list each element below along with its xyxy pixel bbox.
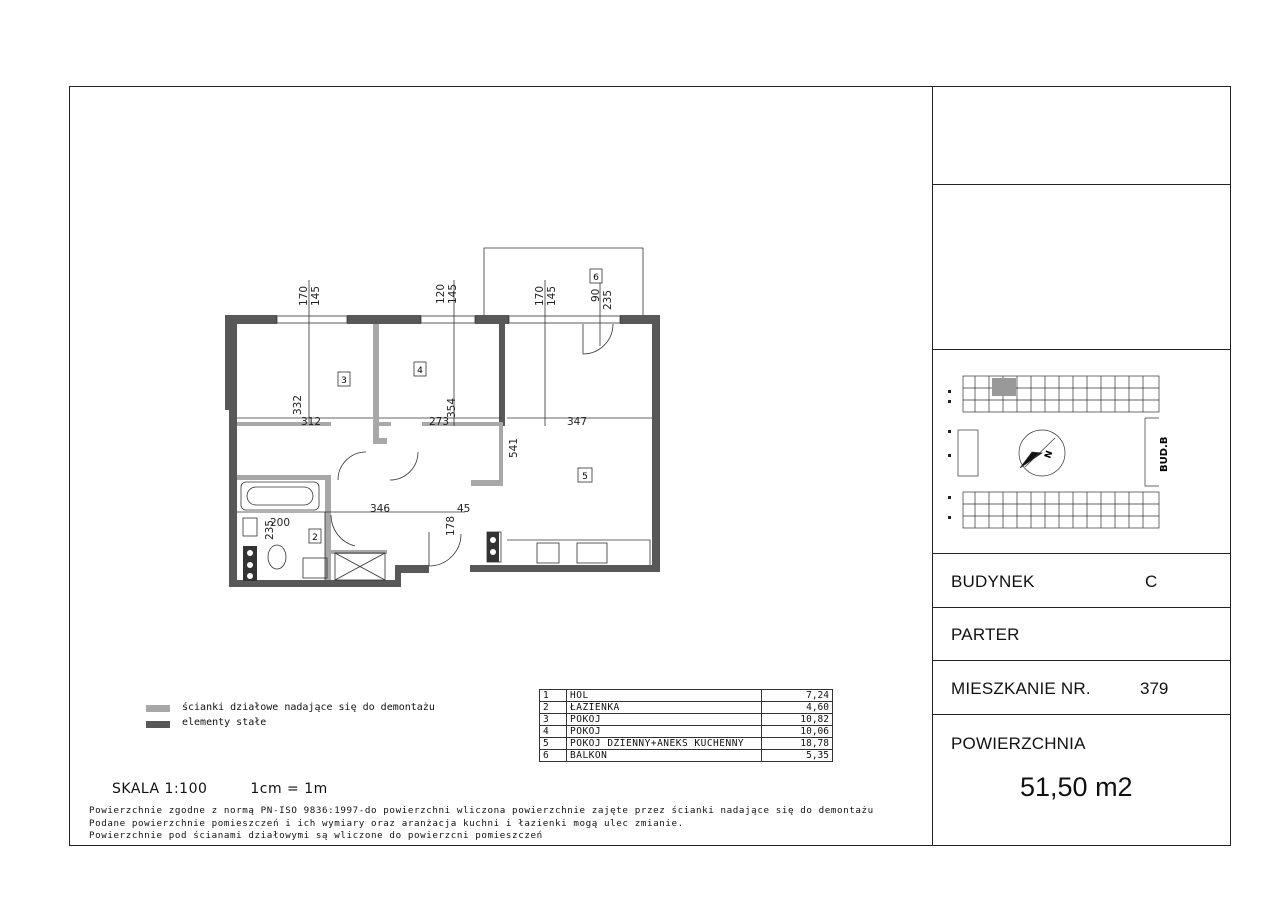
floor-label: PARTER [951, 625, 1020, 644]
room-name-cell: HOL [567, 690, 762, 702]
room-area-cell: 10,06 [762, 726, 833, 738]
dim-label: 90 [590, 288, 602, 302]
room-no-cell: 4 [540, 726, 567, 738]
room-name-cell: BALKON [567, 750, 762, 762]
floor-plan [225, 240, 665, 592]
dim-label: 312 [301, 416, 322, 428]
dim-label: 235 [602, 289, 614, 310]
room-area-cell: 10,82 [762, 714, 833, 726]
room-row [540, 690, 833, 702]
room-row [540, 714, 833, 726]
room-no-cell: 3 [540, 714, 567, 726]
area-label: POWIERZCHNIA [951, 734, 1086, 753]
room-row [540, 750, 833, 762]
room-tag-6: 6 [593, 273, 599, 283]
room-tag-2: 2 [312, 533, 318, 543]
title-block-divider [932, 349, 1231, 350]
title-block-divider [932, 553, 1231, 554]
notes [89, 805, 874, 843]
apartment-label: MIESZKANIE NR. [951, 679, 1091, 698]
room-name-cell: ŁAZIENKA [567, 702, 762, 714]
dim-label: 273 [429, 416, 450, 428]
dim-label: 541 [508, 437, 520, 458]
title-block-divider [932, 607, 1231, 608]
dim-label: 332 [292, 394, 304, 415]
legend-label-demountable: ścianki działowe nadające się do demontażu [182, 702, 435, 713]
dim-label: 145 [310, 285, 322, 306]
room-area-cell: 18,78 [762, 738, 833, 750]
room-tag-4: 4 [417, 366, 423, 376]
dim-label: 170 [534, 285, 546, 306]
site-plan-building-label: BUD.B [1159, 436, 1170, 472]
room-tag-5: 5 [582, 472, 588, 482]
dim-label: 45 [457, 503, 471, 515]
room-no-cell: 1 [540, 690, 567, 702]
legend-label-fixed: elementy stałe [182, 717, 267, 728]
room-area-cell: 5,35 [762, 750, 833, 762]
scale-ratio: SKALA 1:100 [112, 781, 208, 797]
title-block-divider [932, 714, 1231, 715]
apartment-value: 379 [1140, 679, 1169, 698]
room-row [540, 738, 833, 750]
dim-label: 235 [264, 519, 276, 540]
room-table [539, 689, 833, 762]
title-block-divider [932, 660, 1231, 661]
dim-label: 354 [446, 397, 458, 418]
room-row [540, 702, 833, 714]
dim-label: 120 [435, 283, 447, 304]
site-plan [945, 368, 1175, 538]
legend-swatch-fixed [146, 721, 170, 728]
dim-label: 178 [445, 515, 457, 536]
room-no-cell: 2 [540, 702, 567, 714]
note-line: Powierzchnie zgodne z normą PN-ISO 9836:1997-do powierzchni wliczona powierzchnie zajęte przez ścianki nadające się do demontażu [89, 805, 874, 816]
room-area-cell: 7,24 [762, 690, 833, 702]
room-no-cell: 6 [540, 750, 567, 762]
room-row [540, 726, 833, 738]
room-name-cell: POKÓJ [567, 726, 762, 738]
building-label: BUDYNEK [951, 572, 1035, 591]
room-tag-3: 3 [341, 376, 347, 386]
room-name-cell: POKÓJ [567, 714, 762, 726]
dim-label: 145 [447, 283, 459, 304]
note-line: Podane powierzchnie pomieszczeń i ich wymiary oraz aranżacja kuchni i łazienki mogą ulec zmianie. [89, 817, 684, 829]
note-line: Powierzchnie pod ścianami działowymi są wliczone do powierzcni pomieszczeń [89, 830, 543, 841]
room-name-cell: POKÓJ DZIENNY+ANEKS KUCHENNY [567, 738, 762, 750]
apartment-highlight [992, 378, 1016, 396]
dim-label: 170 [298, 285, 310, 306]
room-area-cell: 4,60 [762, 702, 833, 714]
area-value: 51,50 m2 [1020, 772, 1133, 802]
room-no-cell: 5 [540, 738, 567, 750]
dim-label: 347 [567, 416, 588, 428]
title-block-divider [932, 184, 1231, 185]
scale [112, 781, 328, 797]
building-value: C [1145, 572, 1158, 591]
dim-label: 200 [270, 517, 291, 529]
north-label: N [1043, 449, 1056, 461]
dim-label: 145 [546, 285, 558, 306]
legend-swatch-demountable [146, 705, 170, 712]
scale-unit: 1cm = 1m [250, 781, 328, 797]
dim-label: 346 [370, 503, 391, 515]
